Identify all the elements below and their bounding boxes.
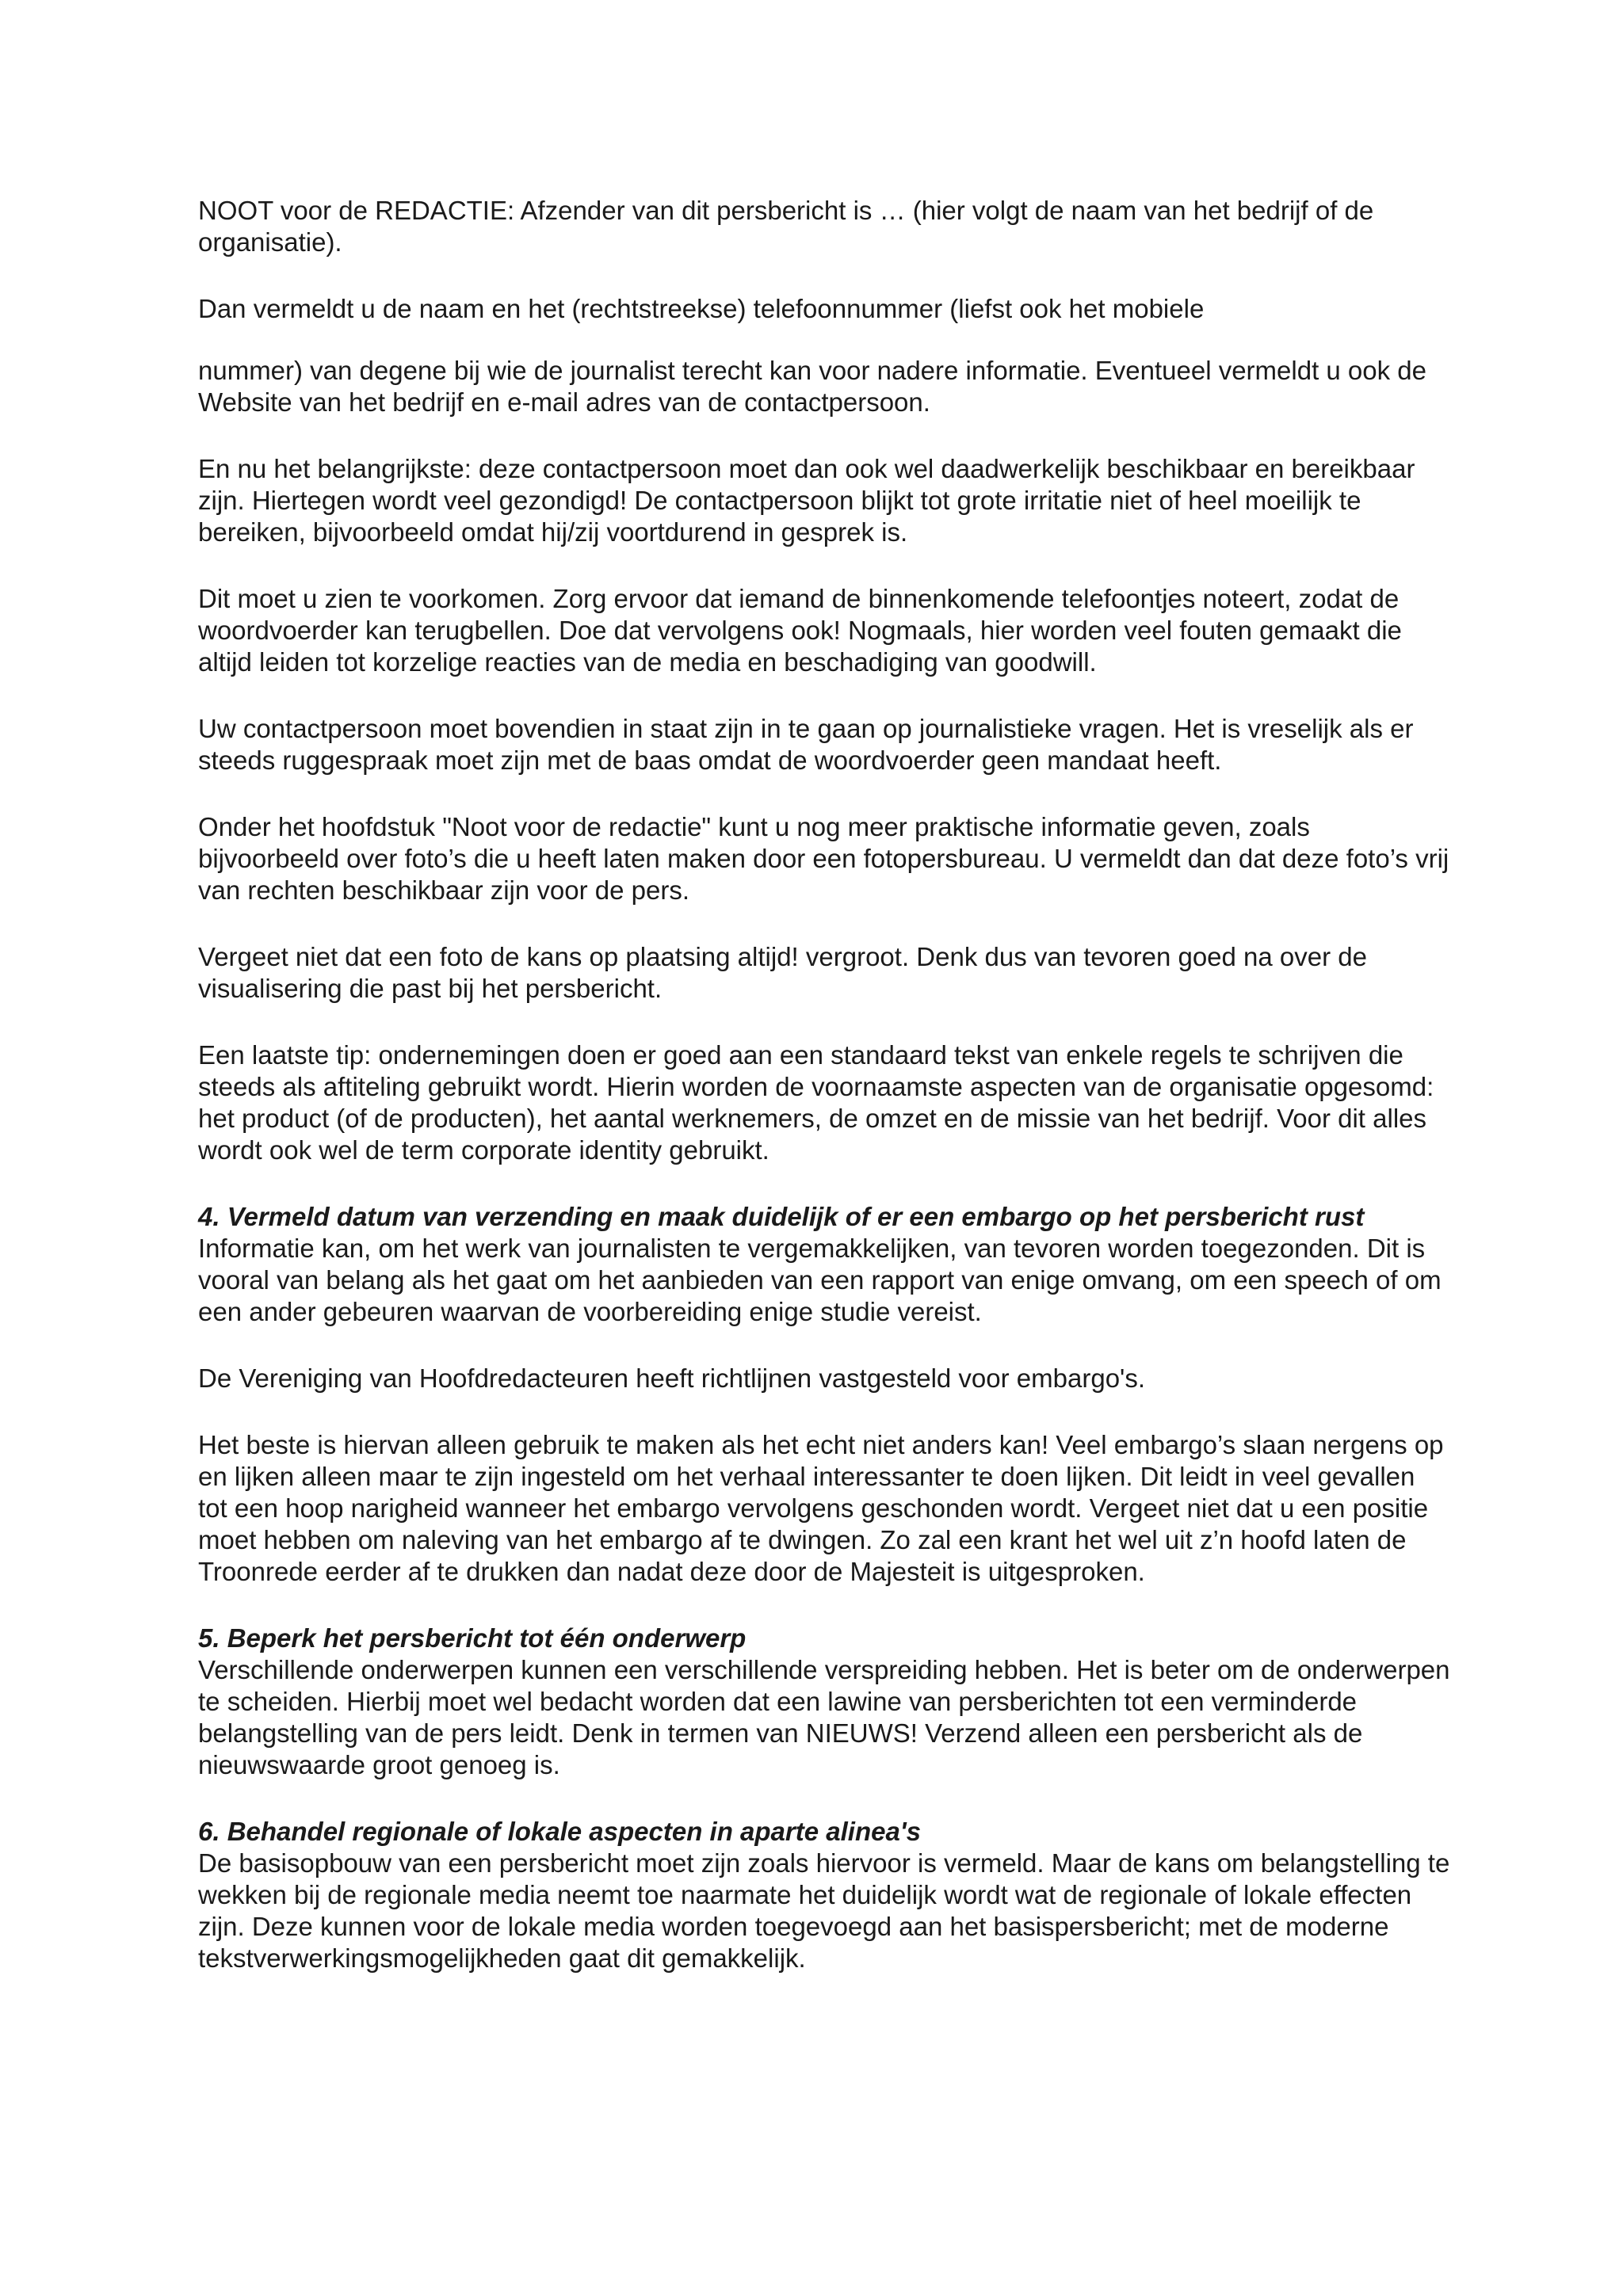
paragraph-contact-number: nummer) van degene bij wie de journalist terecht kan voor nadere informatie. Eventueel vermeldt u ook de Website van het bedrijf en e-mail adres van de contactpersoon. [198,356,1427,417]
paragraph-embargo-use: Het beste is hiervan alleen gebruik te maken als het echt niet anders kan! Veel embargo’s slaan nergens op en lijken alleen maar te zijn ingesteld om het verhaal interessanter te doen lijken. Dit leidt in veel gevallen tot een hoop narigheid wanneer het embargo vervolgens geschonden wordt. Vergeet niet dat u een positie moet hebben om naleving van het embargo af te dwingen. Zo zal een krant het wel uit z’n hoofd laten de Troonrede eerder af te drukken dan nadat deze door de Majesteit is uitgesproken. [198,1430,1444,1586]
paragraph-contact-available: En nu het belangrijkste: deze contactpersoon moet dan ook wel daadwerkelijk beschikbaar en bereikbaar zijn. Hiertegen wordt veel gezondigd! De contactpersoon blijkt tot grote irritatie niet of heel moeilijk te bereiken, bijvoorbeeld omdat hij/zij voortdurend in gesprek is. [198,454,1415,547]
section-6-body: De basisopbouw van een persbericht moet zijn zoals hiervoor is vermeld. Maar de kans om belangstelling te wekken bij de regionale media neemt toe naarmate het duidelijk wordt wat de regionale of lokale effecten zijn. Deze kunnen voor de lokale media worden toegevoegd aan het basispersbericht; met de moderne tekstverwerkingsmogelijkheden gaat dit gemakkelijk. [198,1848,1450,1973]
section-5 [198,1623,1450,1781]
paragraph-prevent: Dit moet u zien te voorkomen. Zorg ervoor dat iemand de binnenkomende telefoontjes noteert, zodat de woordvoerder kan terugbellen. Doe dat vervolgens ook! Nogmaals, hier worden veel fouten gemaakt die altijd leiden tot korzelige reacties van de media en beschadiging van goodwill. [198,584,1402,677]
paragraph-photo-info: Onder het hoofdstuk "Noot voor de redactie" kunt u nog meer praktische informatie geven, zoals bijvoorbeeld over foto’s die u heeft laten maken door een fotopersbureau. U vermeldt dan dat deze foto’s vrij van rechten beschikbaar zijn voor de pers. [198,812,1449,905]
section-4-body: Informatie kan, om het werk van journalisten te vergemakkelijken, van tevoren worden toegezonden. Dit is vooral van belang als het gaat om het aanbieden van een rapport van enige omvang, om een speech of om een ander gebeuren waarvan de voorbereiding enige studie vereist. [198,1234,1442,1326]
section-4 [198,1201,1450,1328]
paragraph-noot-redactie: NOOT voor de REDACTIE: Afzender van dit persbericht is … (hier volgt de naam van het bedrijf of de organisatie). [198,196,1374,257]
paragraph-photo-chance: Vergeet niet dat een foto de kans op plaatsing altijd! vergroot. Denk dus van tevoren goed na over de visualisering die past bij het persbericht. [198,942,1367,1003]
paragraph-last-tip: Een laatste tip: ondernemingen doen er goed aan een standaard tekst van enkele regels te schrijven die steeds als aftiteling gebruikt wordt. Hierin worden de voornaamste aspecten van de organisatie opgesomd: het product (of de producten), het aantal werknemers, de omzet en de missie van het bedrijf. Voor dit alles wordt ook wel de term corporate identity gebruikt. [198,1040,1434,1165]
section-5-heading: 5. Beperk het persbericht tot één onderwerp [198,1623,747,1653]
paragraph-mandate: Uw contactpersoon moet bovendien in staat zijn in te gaan op journalistieke vragen. Het is vreselijk als er steeds ruggespraak moet zijn met de baas omdat de woordvoerder geen mandaat heeft. [198,714,1414,775]
document-page [198,195,1450,2009]
section-6 [198,1816,1450,1974]
paragraph-contact-name: Dan vermeldt u de naam en het (rechtstreekse) telefoonnummer (liefst ook het mobiele [198,294,1205,323]
paragraph-embargo-guidelines: De Vereniging van Hoofdredacteuren heeft richtlijnen vastgesteld voor embargo's. [198,1363,1146,1393]
section-5-body: Verschillende onderwerpen kunnen een verschillende verspreiding hebben. Het is beter om de onderwerpen te scheiden. Hierbij moet wel bedacht worden dat een lawine van persberichten tot een verminderde belangstelling van de pers leidt. Denk in termen van NIEUWS! Verzend alleen een persbericht als de nieuwswaarde groot genoeg is. [198,1655,1450,1779]
section-6-heading: 6. Behandel regionale of lokale aspecten in aparte alinea's [198,1817,922,1846]
section-4-heading: 4. Vermeld datum van verzending en maak duidelijk of er een embargo op het persbericht rust [198,1202,1365,1231]
